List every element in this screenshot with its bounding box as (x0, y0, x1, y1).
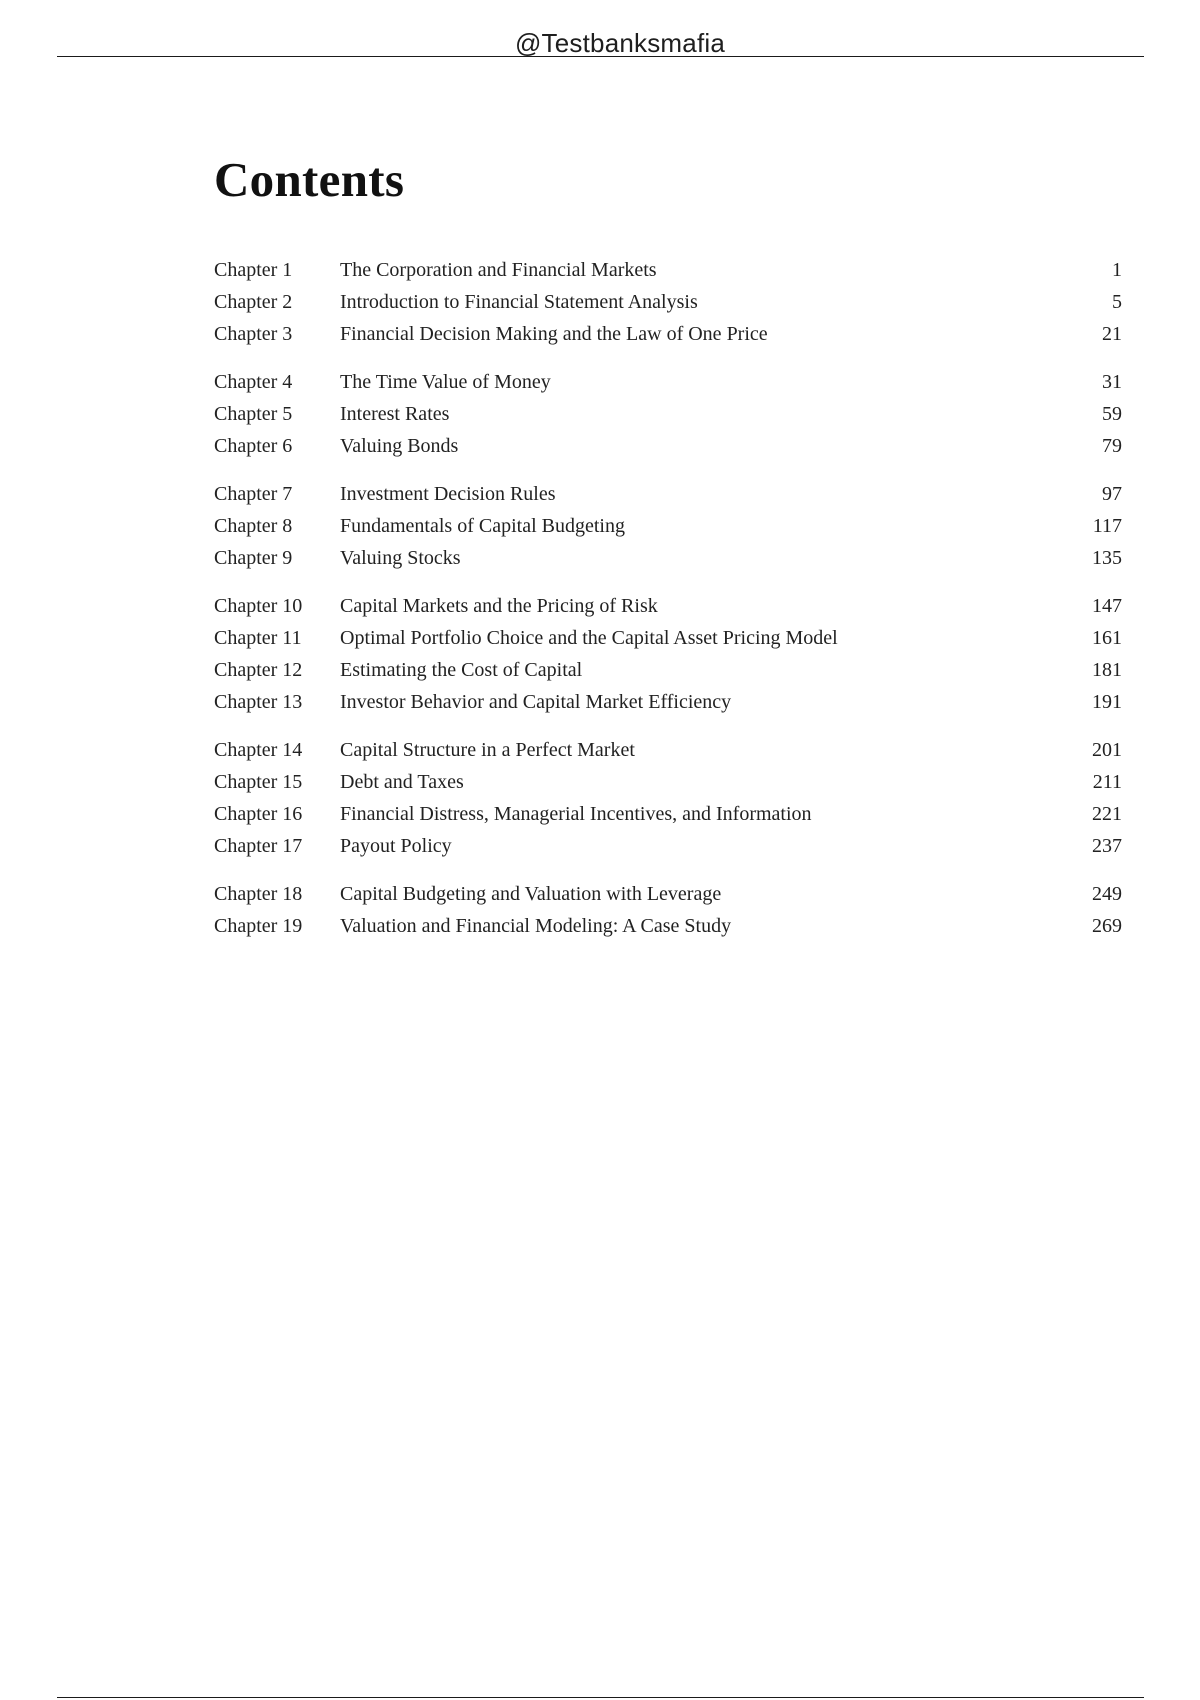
toc-group (214, 736, 1122, 864)
toc-page-number: 59 (1102, 403, 1122, 425)
toc-entry[interactable] (214, 544, 1122, 576)
toc-chapter-title: Investor Behavior and Capital Market Efficiency (340, 691, 732, 713)
toc-chapter-title: Payout Policy (340, 835, 452, 857)
toc-entry[interactable] (214, 480, 1122, 512)
toc-entry[interactable] (214, 768, 1122, 800)
toc-chapter-label: Chapter 4 (214, 371, 293, 393)
toc-page-number: 5 (1112, 291, 1122, 313)
toc-chapter-label: Chapter 19 (214, 915, 303, 937)
toc-entry[interactable] (214, 256, 1122, 288)
table-of-contents (214, 256, 1122, 960)
toc-chapter-title: Capital Markets and the Pricing of Risk (340, 595, 658, 617)
toc-chapter-label: Chapter 14 (214, 739, 303, 761)
toc-chapter-label: Chapter 6 (214, 435, 293, 457)
toc-chapter-title: Valuation and Financial Modeling: A Case Study (340, 915, 732, 937)
toc-chapter-label: Chapter 2 (214, 291, 293, 313)
toc-page-number: 21 (1102, 323, 1122, 345)
toc-chapter-title: Estimating the Cost of Capital (340, 659, 583, 681)
toc-entry[interactable] (214, 656, 1122, 688)
toc-chapter-label: Chapter 9 (214, 547, 293, 569)
toc-chapter-title: Valuing Stocks (340, 547, 461, 569)
toc-group (214, 480, 1122, 576)
toc-chapter-label: Chapter 3 (214, 323, 293, 345)
toc-page-number: 135 (1092, 547, 1122, 569)
toc-page-number: 97 (1102, 483, 1122, 505)
toc-page-number: 211 (1092, 771, 1122, 793)
toc-chapter-title: Introduction to Financial Statement Analysis (340, 291, 698, 313)
toc-page-number: 147 (1092, 595, 1122, 617)
toc-chapter-title: Financial Distress, Managerial Incentives, and Information (340, 803, 812, 825)
toc-chapter-label: Chapter 5 (214, 403, 293, 425)
toc-page-number: 117 (1092, 515, 1122, 537)
toc-page-number: 249 (1092, 883, 1122, 905)
toc-chapter-label: Chapter 13 (214, 691, 303, 713)
header-rule (57, 56, 1144, 57)
toc-chapter-label: Chapter 18 (214, 883, 303, 905)
toc-entry[interactable] (214, 880, 1122, 912)
page-title: Contents (214, 152, 405, 207)
toc-entry[interactable] (214, 832, 1122, 864)
toc-entry[interactable] (214, 736, 1122, 768)
toc-group (214, 592, 1122, 720)
toc-group (214, 880, 1122, 944)
toc-chapter-label: Chapter 1 (214, 259, 293, 281)
toc-page-number: 1 (1112, 259, 1122, 281)
toc-entry[interactable] (214, 624, 1122, 656)
toc-chapter-title: Capital Budgeting and Valuation with Leverage (340, 883, 722, 905)
toc-entry[interactable] (214, 688, 1122, 720)
toc-entry[interactable] (214, 432, 1122, 464)
toc-entry[interactable] (214, 288, 1122, 320)
toc-group (214, 256, 1122, 352)
footer-rule (57, 1697, 1144, 1698)
toc-entry[interactable] (214, 368, 1122, 400)
toc-entry[interactable] (214, 400, 1122, 432)
toc-chapter-label: Chapter 12 (214, 659, 303, 681)
toc-chapter-title: Interest Rates (340, 403, 450, 425)
toc-page-number: 79 (1102, 435, 1122, 457)
toc-chapter-label: Chapter 11 (214, 627, 302, 649)
toc-chapter-label: Chapter 10 (214, 595, 303, 617)
toc-entry[interactable] (214, 512, 1122, 544)
toc-entry[interactable] (214, 592, 1122, 624)
toc-chapter-title: Financial Decision Making and the Law of One Price (340, 323, 768, 345)
toc-chapter-label: Chapter 7 (214, 483, 293, 505)
toc-chapter-title: The Time Value of Money (340, 371, 551, 393)
toc-chapter-title: Optimal Portfolio Choice and the Capital Asset Pricing Model (340, 627, 838, 649)
toc-page-number: 201 (1092, 739, 1122, 761)
toc-page-number: 181 (1092, 659, 1122, 681)
toc-chapter-title: Investment Decision Rules (340, 483, 556, 505)
toc-chapter-title: Valuing Bonds (340, 435, 459, 457)
toc-page-number: 191 (1092, 691, 1122, 713)
toc-group (214, 368, 1122, 464)
toc-page-number: 269 (1092, 915, 1122, 937)
toc-chapter-title: The Corporation and Financial Markets (340, 259, 657, 281)
toc-chapter-label: Chapter 17 (214, 835, 303, 857)
toc-chapter-label: Chapter 8 (214, 515, 293, 537)
toc-chapter-label: Chapter 16 (214, 803, 303, 825)
toc-entry[interactable] (214, 320, 1122, 352)
toc-chapter-title: Fundamentals of Capital Budgeting (340, 515, 625, 537)
watermark-text: @Testbanksmafia (514, 28, 726, 58)
toc-entry[interactable] (214, 912, 1122, 944)
toc-chapter-title: Capital Structure in a Perfect Market (340, 739, 635, 761)
toc-page-number: 161 (1092, 627, 1122, 649)
toc-page-number: 31 (1102, 371, 1122, 393)
toc-page-number: 237 (1092, 835, 1122, 857)
toc-page-number: 221 (1092, 803, 1122, 825)
toc-entry[interactable] (214, 800, 1122, 832)
toc-chapter-title: Debt and Taxes (340, 771, 464, 793)
toc-chapter-label: Chapter 15 (214, 771, 303, 793)
